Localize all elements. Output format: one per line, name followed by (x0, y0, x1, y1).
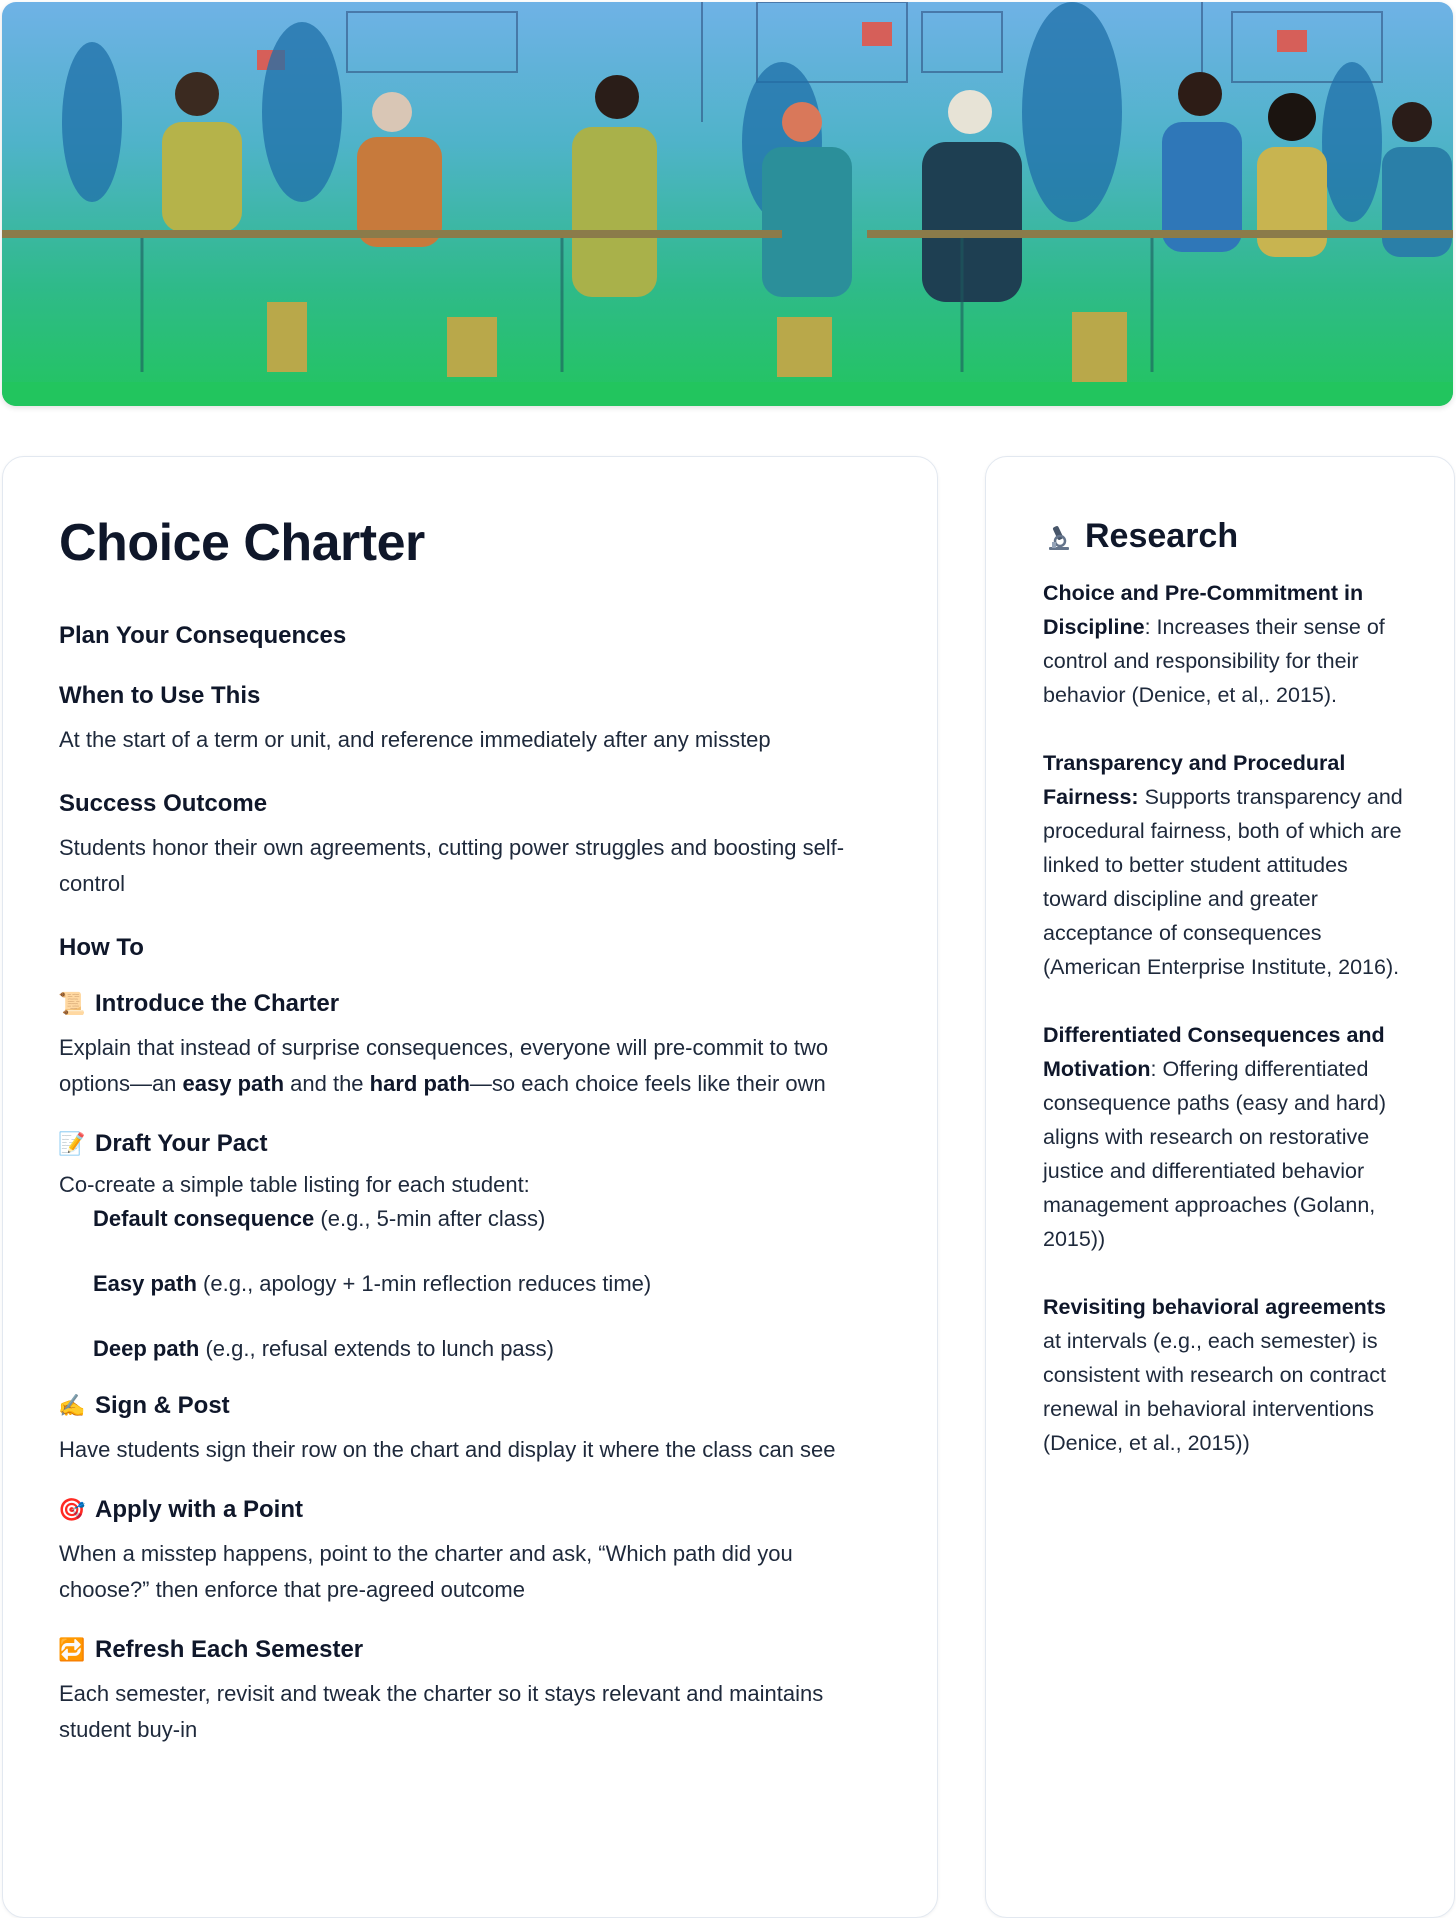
step-introduce-heading (59, 990, 889, 1018)
outcome-heading: Success Outcome (59, 790, 268, 818)
step-sign-text: Have students sign their row on the chart and display it where the class can see (59, 1437, 836, 1463)
list-item: Default consequence (e.g., 5-min after class) (93, 1206, 546, 1232)
target-icon: 🎯 (58, 1497, 86, 1523)
step-sign-heading (59, 1392, 889, 1420)
pact-list (59, 1204, 889, 1364)
hero-banner (2, 2, 1453, 406)
step-draft-heading (59, 1130, 889, 1158)
step-draft-text: Co-create a simple table listing for each student: (59, 1172, 530, 1198)
step-apply-heading (59, 1496, 889, 1524)
when-heading: When to Use This (59, 682, 261, 710)
research-ref: Differentiated Consequences and Motivation: Offering differentiated consequence paths (easy and hard) aligns with research on restorative justice and differentiated behavior management approaches (Golann, 2015)) (1043, 1023, 1387, 1251)
step-heading-label: Apply with a Point (95, 1496, 303, 1524)
memo-icon: 📝 (58, 1131, 86, 1157)
step-introduce-text: Explain that instead of surprise consequences, everyone will pre-commit to two options—an easy path and the hard path—so each choice feels like their own (59, 1035, 829, 1097)
repeat-icon: 🔁 (58, 1637, 86, 1663)
when-text: At the start of a term or unit, and reference immediately after any misstep (59, 727, 771, 753)
hero-illustration (2, 2, 1453, 406)
step-refresh-text: Each semester, revisit and tweak the charter so it stays relevant and maintains student buy-in (59, 1681, 824, 1743)
step-heading-label: Refresh Each Semester (95, 1636, 364, 1664)
step-heading-label: Sign & Post (95, 1392, 230, 1420)
research-ref: Transparency and Procedural Fairness: Supports transparency and procedural fairness, both of which are linked to better student attitudes toward discipline and greater acceptance of consequences (American Enterprise Institute, 2016). (1043, 751, 1403, 979)
howto-heading: How To (59, 934, 144, 962)
research-title: Research (1043, 517, 1403, 556)
main-card (2, 456, 938, 1918)
scroll-icon: 📜 (58, 991, 86, 1017)
step-heading-label: Introduce the Charter (95, 990, 340, 1018)
research-ref: Choice and Pre-Commitment in Discipline: Increases their sense of control and responsibility for their behavior (Denice, et al,. 2015). (1043, 581, 1385, 707)
step-apply-text: When a misstep happens, point to the charter and ask, “Which path did you choose?” then enforce that pre-agreed outcome (59, 1541, 793, 1603)
research-card (985, 456, 1455, 1918)
research-ref: Revisiting behavioral agreements at intervals (e.g., each semester) is consistent with research on contract renewal in behavioral interventions (Denice, et al., 2015)) (1043, 1295, 1386, 1455)
microscope-icon (1043, 522, 1073, 552)
outcome-text: Students honor their own agreements, cutting power struggles and boosting self-control (59, 835, 845, 897)
list-item: Deep path (e.g., refusal extends to lunch pass) (93, 1336, 554, 1362)
list-item: Easy path (e.g., apology + 1-min reflection reduces time) (93, 1271, 652, 1297)
page-title: Choice Charter (59, 514, 425, 572)
step-refresh-heading (59, 1636, 889, 1664)
writing-hand-icon: ✍️ (58, 1393, 86, 1419)
step-heading-label: Draft Your Pact (95, 1130, 268, 1158)
page-subtitle: Plan Your Consequences (59, 622, 347, 650)
